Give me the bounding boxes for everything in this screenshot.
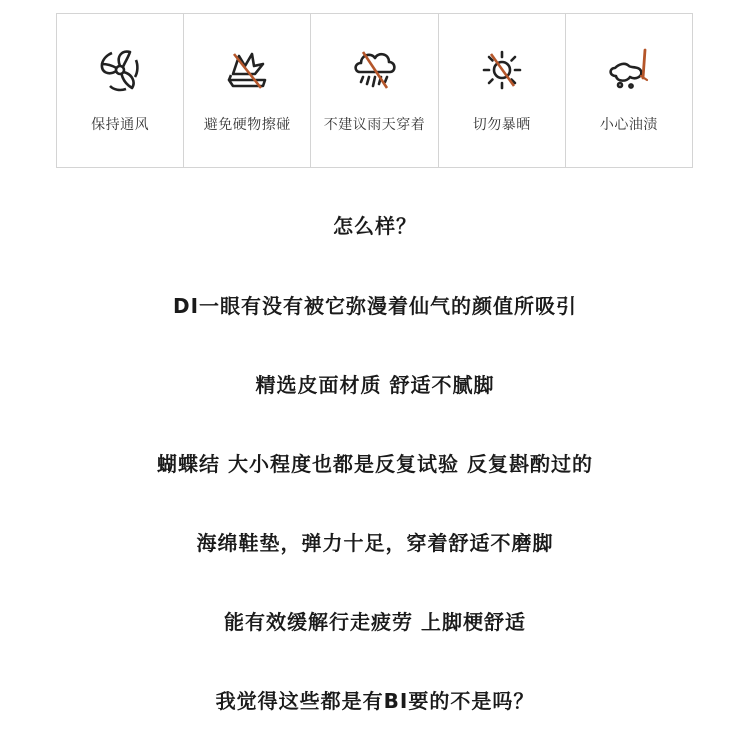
- care-label: 避免硬物擦碰: [203, 117, 291, 133]
- copy-line-material: 精选皮面材质 舒适不腻脚: [255, 373, 495, 397]
- no-rain-icon: [347, 44, 403, 96]
- care-item-no-rain: [311, 14, 438, 167]
- copy-line-closing: 我觉得这些都是有BI要的不是吗？: [215, 689, 535, 713]
- care-label: 保持通风: [91, 117, 150, 133]
- copy-line-bow: 蝴蝶结 大小程度也都是反复试验 反复斟酌过的: [157, 452, 593, 476]
- fan-icon: [92, 44, 148, 96]
- copy-line-comfort: 能有效缓解行走疲劳 上脚梗舒适: [224, 610, 526, 634]
- no-sun-icon: [474, 44, 530, 96]
- care-label: 小心油渍: [599, 117, 658, 133]
- care-item-no-sun: [439, 14, 566, 167]
- care-item-no-scratch: [184, 14, 311, 167]
- care-item-ventilate: [57, 14, 184, 167]
- care-label: 不建议雨天穿着: [323, 117, 426, 133]
- copy-line-insole: 海绵鞋垫，弹力十足，穿着舒适不磨脚: [196, 531, 554, 555]
- care-item-oil-stain: [566, 14, 692, 167]
- copy-line-appearance: DI一眼有没有被它弥漫着仙气的颜值所吸引: [172, 294, 578, 318]
- copy-line-question: 怎么样？: [333, 214, 417, 238]
- no-scratch-icon: [219, 44, 275, 96]
- care-label: 切勿暴晒: [472, 117, 531, 133]
- oil-stain-icon: [601, 44, 657, 96]
- care-instructions-strip: [56, 13, 693, 168]
